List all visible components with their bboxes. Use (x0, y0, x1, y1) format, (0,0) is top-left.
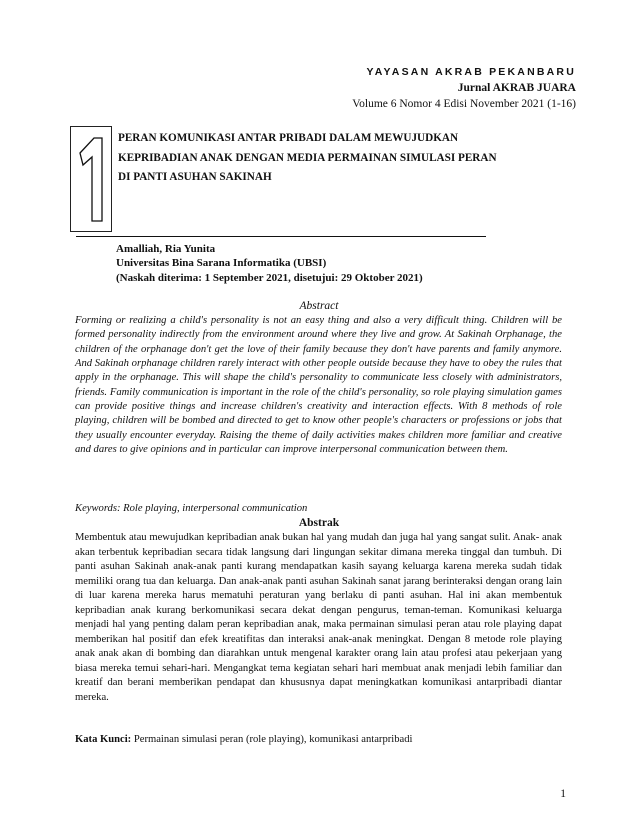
keywords-indonesian-label: Kata Kunci: (75, 734, 132, 745)
submission-dates: (Naskah diterima: 1 September 2021, disetujui: 29 Oktober 2021) (116, 271, 423, 284)
publisher-name: YAYASAN AKRAB PEKANBARU (366, 66, 576, 78)
volume-info: Volume 6 Nomor 4 Edisi November 2021 (1-16) (352, 98, 576, 110)
author-affiliation: Universitas Bina Sarana Informatika (UBSI) (116, 257, 327, 270)
journal-name: Jurnal AKRAB JUARA (457, 82, 576, 94)
keywords-indonesian-list: Permainan simulasi peran (role playing), komunikasi antarpribadi (131, 734, 413, 745)
abstract-heading: Abstract (299, 300, 339, 312)
title-line: PERAN KOMUNIKASI ANTAR PRIBADI DALAM MEWUJUDKAN (118, 132, 459, 144)
article-title (118, 129, 588, 188)
page-number: 1 (560, 788, 566, 800)
title-divider (76, 236, 486, 237)
abstract-english-text: Forming or realizing a child's personality is not an easy thing and also a very difficult thing. Children will be formed personality indirectly from the environment around where they live and grow. At Sakinah Orphanage, the children of the orphanage don't get the love of their family because they don't have parents and family anymore. And Sakinah orphanage children rarely interact with other people outside because they have to obey the rules that apply in the orphanage. This will shape the child's personality to communicate less closely with administrators, friends. Family communication is important in the role of the child's personality, so role playing simulation games can provide positive things and increase children's creativity and interaction effects. With 8 methods of role playing, children will be bombed and directed to get to know other people's characters or professions or jobs that they usually encounter everyday. Raising the theme of daily activities makes children more familiar and creative and dares to give opinions and in particular can improve interpersonal communication between them. (75, 315, 562, 456)
article-number-outline (71, 127, 111, 231)
author-block (116, 242, 423, 285)
abstrak-heading: Abstrak (298, 517, 340, 529)
author-names: Amalliah, Ria Yunita (116, 243, 216, 255)
title-line: KEPRIBADIAN ANAK DENGAN MEDIA PERMAINAN SIMULASI PERAN (118, 151, 497, 164)
keywords-indonesian (75, 734, 412, 745)
abstrak-indonesian-text: Membentuk atau mewujudkan kepribadian anak bukan hal yang mudah dan juga hal yang sangat sulit. Anak- anak akan terbentuk kepribadian secara tidak langsung dari lingungan sekitar dimana mereka tinggal dan tumbuh. Di panti asuhan Sakinah anak-anak panti kurang mendapatkan kasih sayang keluarga karena mereka sudah tidak memiliki orang tua dan keluarga. Dan anak-anak panti asuhan Sakinah sanat jarang berinteraksi dengan orang lain di luar karena mereka harus mematuhi peraturan yang berlaku di panti asuhan. Hal ini akan membentuk kepribadian anak kurang berkomunikasi secara dekat dengan pengurus, teman-teman. Komunikasi keluarga menjadi hal yang penting dalam peran kepribadian anak, maka permainan simulasi peran atau role playing dapat memberikan hal positif dan efek kreatifitas dan interaksi anak-anak meningkat. Dengan 8 metode role playing anak anak akan di bombing dan diarahkan untuk mengenal karakter orang lain atau profesi atau pekerjaan yang biasa mereka temui sehari-hari. Mengangkat tema kegiatan sehari hari membuat anak menjadi lebih familiar dan kreatif dan berani memberikan pendapat dan khususnya dapat meningkatkan komunikasi antarpribadi diantar mereka. (75, 532, 562, 703)
keywords-english: Keywords: Role playing, interpersonal communication (75, 503, 308, 514)
title-line: DI PANTI ASUHAN SAKINAH (118, 171, 272, 183)
article-number-box (70, 126, 112, 232)
